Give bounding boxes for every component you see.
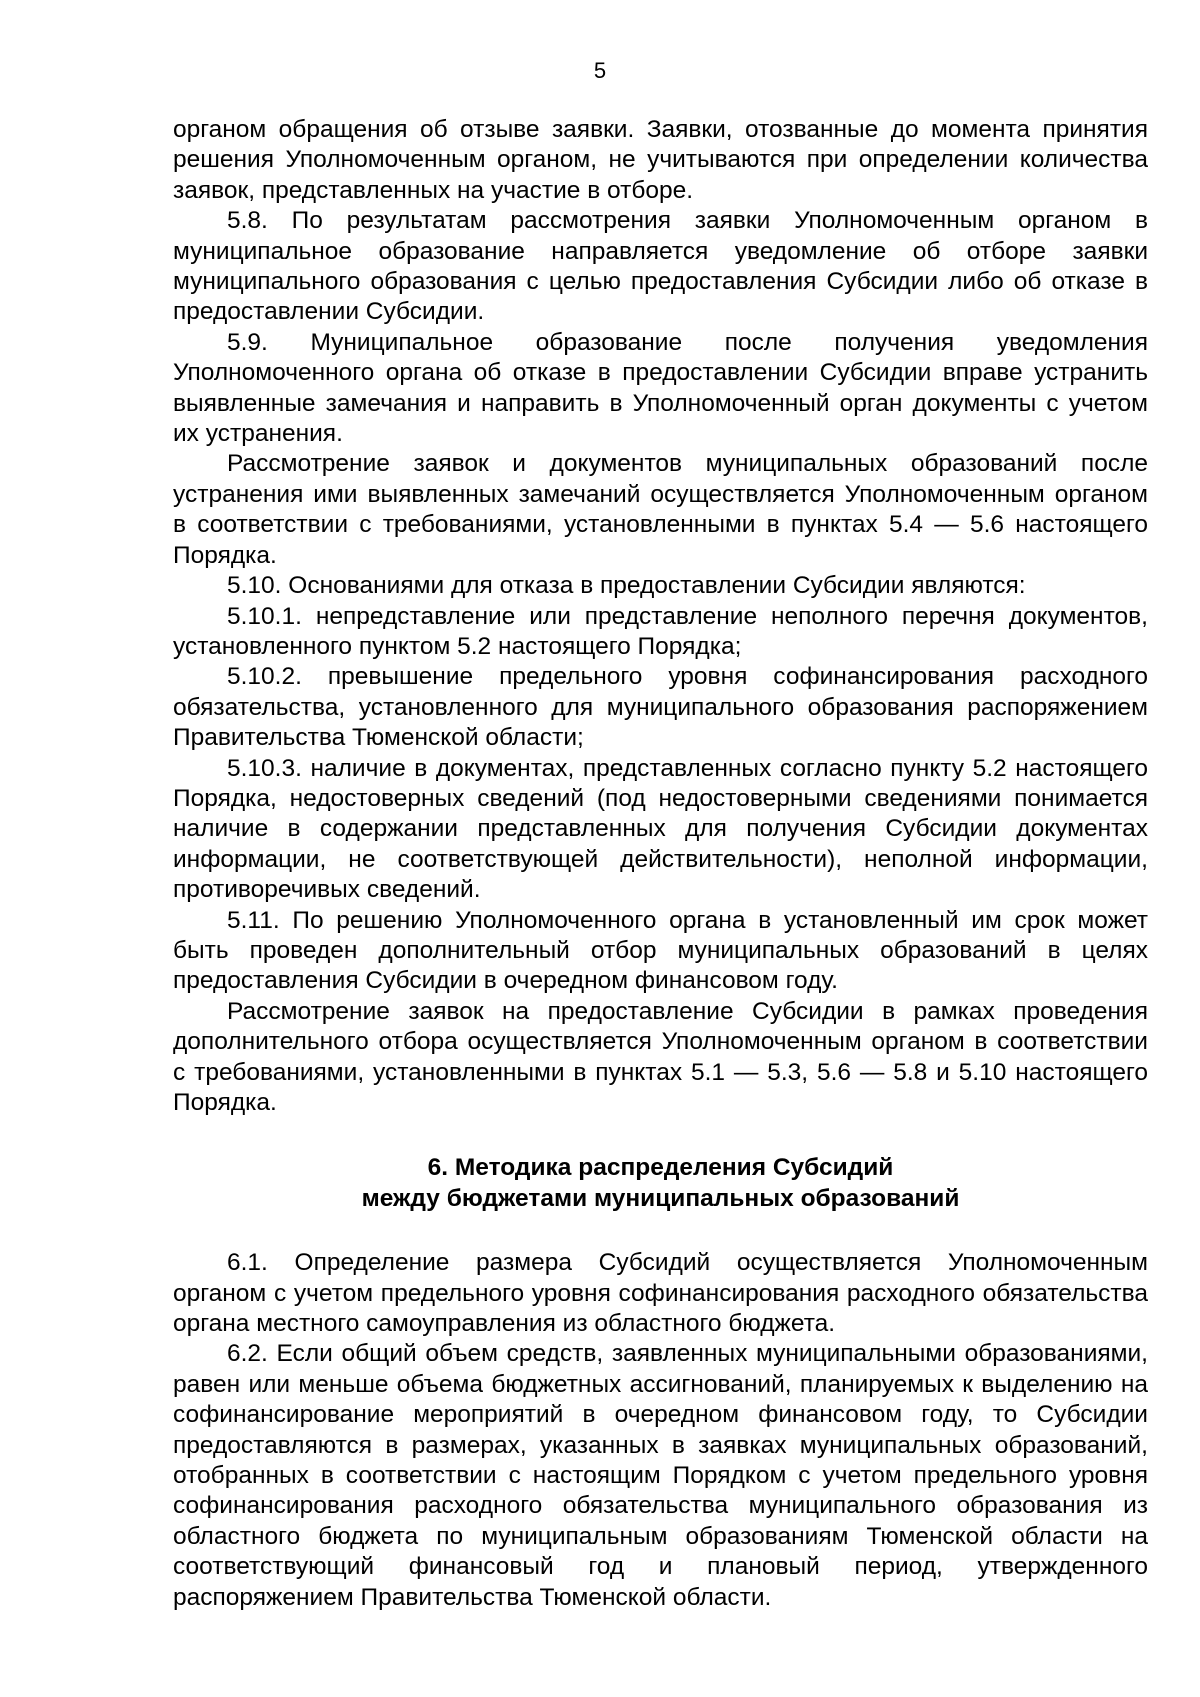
paragraph: Рассмотрение заявок на предоставление Субсидии в рамках проведения дополнительного отбора осуществляется Уполномоченным органом в соответствии с требованиями, установленными в пунктах 5.1 — 5.3, 5.6 — 5.8 и 5.10 настоящего Порядка. — [173, 997, 1148, 1116]
paragraph: 6.1. Определение размера Субсидий осуществляется Уполномоченным органом с учетом предельного уровня софинансирования расходного обязательства органа местного самоуправления из областного бюджета. — [173, 1249, 1148, 1338]
document-body — [173, 115, 1148, 1613]
paragraph: 6.2. Если общий объем средств, заявленных муниципальными образованиями, равен или меньше объема бюджетных ассигнований, планируемых к выделению на софинансирование мероприятий в очередном финансовом году, то Субсидии предоставляются в размерах, указанных в заявках муниципальных образований, отобранных в соответствии с настоящим Порядком с учетом предельного уровня софинансирования расходного обязательства муниципального образования из областного бюджета по муниципальным образованиям Тюменской области на соответствующий финансовый год и плановый период, утвержденного распоряжением Правительства Тюменской области. — [173, 1340, 1148, 1611]
page-number: 5 — [593, 58, 607, 83]
paragraph: 5.10.2. превышение предельного уровня софинансирования расходного обязательства, установленного для муниципального образования распоряжением Правительства Тюменской области; — [173, 663, 1148, 752]
section-heading-line-2: между бюджетами муниципальных образований — [361, 1184, 960, 1212]
paragraph: 5.9. Муниципальное образование после получения уведомления Уполномоченного органа об отказе в предоставлении Субсидии вправе устранить выявленные замечания и направить в Уполномоченный орган документы с учетом их устранения. — [173, 328, 1148, 448]
section-heading-line-1: 6. Методика распределения Субсидий — [427, 1154, 894, 1182]
paragraph: 5.8. По результатам рассмотрения заявки Уполномоченным органом в муниципальное образование направляется уведомление об отборе заявки муниципального образования с целью предоставления Субсидии либо об отказе в предоставлении Субсидии. — [173, 207, 1148, 326]
paragraph: 5.10.1. непредставление или представление неполного перечня документов, установленного пунктом 5.2 настоящего Порядка; — [173, 602, 1148, 660]
paragraph: 5.11. По решению Уполномоченного органа в установленный им срок может быть проведен дополнительный отбор муниципальных образований в целях предоставления Субсидии в очередном финансовом году. — [173, 906, 1148, 995]
paragraph: органом обращения об отзыве заявки. Заявки, отозванные до момента принятия решения Уполномоченным органом, не учитываются при определении количества заявок, представленных на участие в отборе. — [173, 116, 1148, 204]
paragraph: Рассмотрение заявок и документов муниципальных образований после устранения ими выявленных замечаний осуществляется Уполномоченным органом в соответствии с требованиями, установленными в пунктах 5.4 — 5.6 настоящего Порядка. — [173, 450, 1148, 569]
paragraph: 5.10. Основаниями для отказа в предоставлении Субсидии являются: — [227, 572, 1026, 600]
section-6-heading — [173, 1153, 1148, 1214]
section-6-body — [173, 1248, 1148, 1613]
paragraph: 5.10.3. наличие в документах, представленных согласно пункту 5.2 настоящего Порядка, недостоверных сведений (под недостоверными сведениями понимается наличие в содержании представленных для получения Субсидии документах информации, не соответствующей действительности), неполной информации, противоречивых сведений. — [173, 754, 1148, 904]
section-5-continuation — [173, 115, 1148, 1118]
